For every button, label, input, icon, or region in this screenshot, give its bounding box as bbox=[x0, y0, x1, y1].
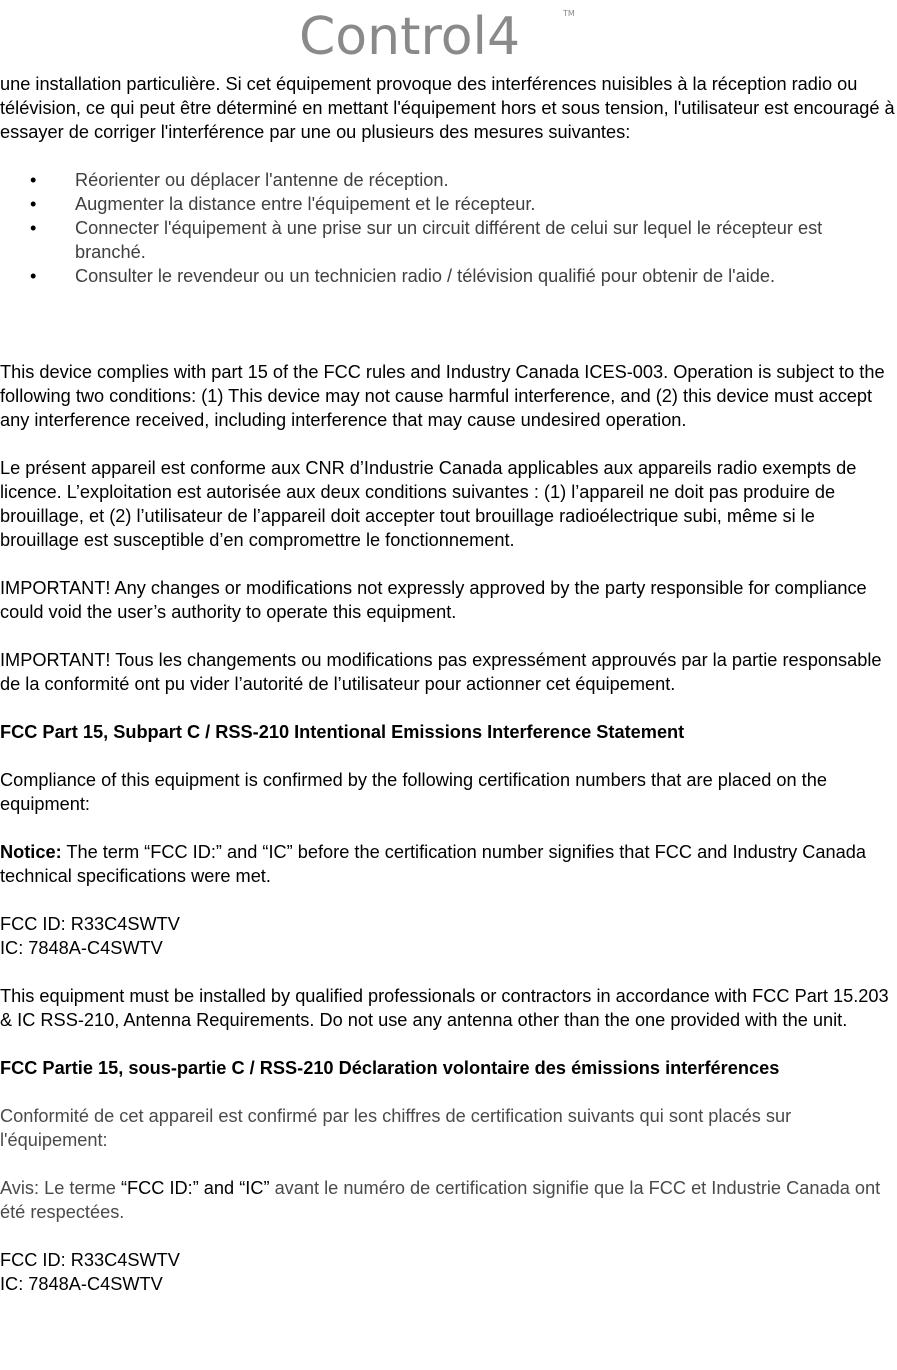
notice-label: Notice: bbox=[0, 842, 62, 862]
paragraph-notice-en: Notice: The term “FCC ID:” and “IC” before the certification number signifies that FCC and Industry Canada technical specifications were met. bbox=[0, 842, 866, 886]
list-item: • Connecter l'équipement à une prise sur un circuit différent de celui sur lequel le récepteur est branché. bbox=[30, 218, 823, 262]
fcc-id-en: FCC ID: R33C4SWTV bbox=[0, 914, 180, 934]
list-item: • Consulter le revendeur ou un technicien radio / télévision qualifié pour obtenir de l'aide. bbox=[30, 266, 776, 286]
paragraph-antenna-requirements: This equipment must be installed by qualified professionals or contractors in accordance with FCC Part 15.203 & IC RSS-210, Antenna Requirements. Do not use any antenna other than the one provided with the unit. bbox=[0, 986, 889, 1030]
document-body bbox=[0, 72, 897, 1296]
bullet-icon: • bbox=[30, 194, 37, 214]
paragraph-important-fr: IMPORTANT! Tous les changements ou modifications pas expressément approuvés par la partie responsable de la conformité ont pu vider l’autorité de l’utilisateur pour actionner cet équipement. bbox=[0, 650, 882, 694]
list-item: • Réorienter ou déplacer l'antenne de réception. bbox=[30, 170, 449, 190]
paragraph-interference-intro: une installation particulière. Si cet équipement provoque des interférences nuisibles à la réception radio ou télévision, ce qui peut être déterminé en mettant l'équipement hors et sous tension, l'utilisateur est encouragé à essayer de corriger l'interférence par une ou plusieurs des mesures suivantes: bbox=[0, 74, 895, 142]
heading-fcc-part15-en: FCC Part 15, Subpart C / RSS-210 Intentional Emissions Interference Statement bbox=[0, 722, 685, 742]
paragraph-fcc-compliance: This device complies with part 15 of the FCC rules and Industry Canada ICES-003. Operation is subject to the following two conditions: (1) This device may not cause harmful interference, and (2) this device must accept any interference received, including interference that may cause undesired operation. bbox=[0, 362, 885, 430]
measures-list bbox=[0, 168, 897, 288]
control4-logo-svg bbox=[299, 4, 599, 68]
paragraph-important-en: IMPORTANT! Any changes or modifications not expressly approved by the party responsible for compliance could void the user’s authority to operate this equipment. bbox=[0, 578, 867, 622]
heading-fcc-part15-fr: FCC Partie 15, sous-partie C / RSS-210 Déclaration volontaire des émissions interférences bbox=[0, 1058, 780, 1078]
bullet-icon: • bbox=[30, 170, 37, 190]
paragraph-avis-fr: Avis: Le terme “FCC ID:” and “IC” avant le numéro de certification signifie que la FCC et Industrie Canada ont été respectées. bbox=[0, 1178, 881, 1222]
bullet-icon: • bbox=[30, 266, 37, 286]
control4-logo bbox=[0, 4, 897, 68]
paragraph-certification-en: Compliance of this equipment is confirmed by the following certification numbers that are placed on the equipment: bbox=[0, 770, 827, 814]
bullet-icon: • bbox=[30, 218, 37, 238]
list-item: • Augmenter la distance entre l'équipement et le récepteur. bbox=[30, 194, 536, 214]
ic-id-fr: IC: 7848A-C4SWTV bbox=[0, 1274, 163, 1294]
fcc-id-fr: FCC ID: R33C4SWTV bbox=[0, 1250, 180, 1270]
logo-trademark: TM bbox=[562, 9, 575, 18]
paragraph-certification-fr: Conformité de cet appareil est confirmé par les chiffres de certification suivants qui sont placés sur l'équipement: bbox=[0, 1106, 792, 1150]
paragraph-cnr-compliance: Le présent appareil est conforme aux CNR d’Industrie Canada applicables aux appareils radio exempts de licence. L’exploitation est autorisée aux deux conditions suivantes : (1) l’appareil ne doit pas produire de brouillage, et (2) l’utilisateur de l’appareil doit accepter tout brouillage radioélectrique subi, même si le brouillage est susceptible d’en compromettre le fonctionnement. bbox=[0, 458, 857, 550]
ic-id-en: IC: 7848A-C4SWTV bbox=[0, 938, 163, 958]
logo-wordmark: Control4 bbox=[298, 7, 520, 67]
